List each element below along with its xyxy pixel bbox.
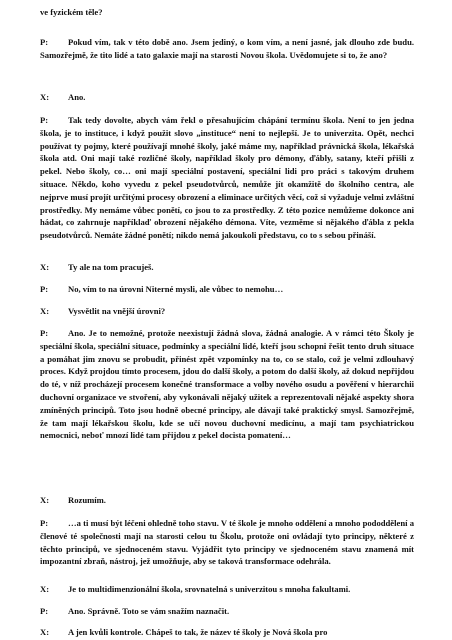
speaker-label: X: <box>40 627 50 637</box>
speaker-label: P: <box>40 518 49 528</box>
paragraph-text: Ano. Správně. Toto se vám snažím naznačit. <box>68 606 230 616</box>
paragraph-text: Pokud vím, tak v této době ano. Jsem jediný, o kom vím, a není jasné, jak dlouho zde budu. Samozřejmě, že tito lidé a tato galaxie mají na starosti Novou škola. Uvědomujete si to, že ano? <box>40 37 414 60</box>
top-line: ve fyzickém těle? <box>40 7 103 17</box>
speaker-label: X: <box>40 495 50 505</box>
paragraph-6 <box>40 305 414 318</box>
paragraph-2 <box>40 91 414 104</box>
paragraph-text: …a ti musí být léčeni ohledně toho stavu. V té škole je mnoho oddělení a mnoho pododdělení a členové té společnosti mají na starosti celou tu Školu, protože oni ovládají tyto principy, některé z těchto principů, ve sjednoceném stavu. Vyjádřit tyto principy ve sjednoceném stavu znamená mít impozantní zbraň, nástroj, jež umožňuje, aby se taková transformace odehrála. <box>40 518 414 567</box>
paragraph-11 <box>40 605 414 618</box>
paragraph-10 <box>40 583 414 596</box>
paragraph-7 <box>40 327 414 442</box>
paragraph-5 <box>40 283 414 296</box>
paragraph-text: A jen kvůli kontrole. Chápeš to tak, že název té školy je Nová škola pro <box>68 627 328 637</box>
paragraph-9 <box>40 517 414 568</box>
paragraph-text: Vysvětlit na vnější úrovni? <box>68 306 166 316</box>
speaker-label: P: <box>40 284 49 294</box>
paragraph-text: Je to multidimenzionální škola, srovnatelná s univerzitou s mnoha fakultami. <box>68 584 351 594</box>
paragraph-3 <box>40 114 414 242</box>
speaker-label: P: <box>40 115 49 125</box>
paragraph-text: Ano. Je to nemožné, protože neexistují žádná slova, žádná analogie. A v rámci této Školy je speciální škola, speciální situace, podmínky a speciální lidé, kteří jsou schopni řešit tento druh situace a pomáhat jim znovu se probudit, přinést zpět vzpomínky na to, co se stalo, což je velmi zdlouhavý proces. Když projdou tímto procesem, jdou do další školy, a potom do další školy, až dokud nepřijdou do té, v níž procházejí procesem konečné transformace a volby nového osudu a pověření v hierarchii duchovní organizace ve stvoření, aby vykonávali nějaký užitek a reprezentovali nějaké aspekty shora zmíněných principů. Toto jsou hodně obecné principy, ale dávají také praktický smysl. Samozřejmě, že tam mají lékařskou školu, kde se učí novou duchovní medicínu, a mají tam psychiatrickou nemocnici, neboť mnozí lidé tam přijdou z pekel docista pomatení… <box>40 328 414 441</box>
paragraph-4 <box>40 261 414 274</box>
paragraph-1 <box>40 36 414 62</box>
paragraph-8 <box>40 494 414 507</box>
paragraph-text: Tak tedy dovolte, abych vám řekl o přesahujícím chápání termínu škola. Není to jen jedna škola, je to instituce, i když použit slovo „instituce“ není to nejlepší. Je to univerzita. Opět, nechci používat ty pojmy, které používají mnohé školy, jaké máme my, například právnická škola, lékařská škola atd. Oni mají také rozličné školy, například školy pro démony, ďábly, satany, kteří přišli z pekel. Nebo školy, co… oni mají speciální postavení, speciální lidi pro práci s takovým druhem situace. Někdo, koho vyvedu z pekel pseudotvůrců, nemůže jít okamžitě do školního centra, ale nejprve musí projít určitými procesy obrození a eliminace určitých věcí, což si vyžaduje velmi zvláštní prostředky. My nemáme vůbec ponětí, co jsou to za prostředky. Z této pozice nemůžeme dokonce ani hádat, co zahrnuje napříklaď obrození nějakého démona. Víte, vezměme si nějakého ďábla z pekla pseudotvůrců. Nemáte žádné ponětí; nikdo nemá jakoukoli představu, co to s sebou přináší. <box>40 115 414 241</box>
speaker-label: P: <box>40 606 49 616</box>
speaker-label: X: <box>40 262 50 272</box>
speaker-label: X: <box>40 92 50 102</box>
speaker-label: P: <box>40 328 49 338</box>
paragraph-text: Rozumím. <box>68 495 106 505</box>
speaker-label: P: <box>40 37 49 47</box>
speaker-label: X: <box>40 584 50 594</box>
paragraph-12 <box>40 626 414 639</box>
speaker-label: X: <box>40 306 50 316</box>
paragraph-text: No, vím to na úrovni Niterné mysli, ale vůbec to nemohu… <box>68 284 284 294</box>
paragraph-text: Ano. <box>68 92 86 102</box>
paragraph-text: Ty ale na tom pracuješ. <box>68 262 154 272</box>
